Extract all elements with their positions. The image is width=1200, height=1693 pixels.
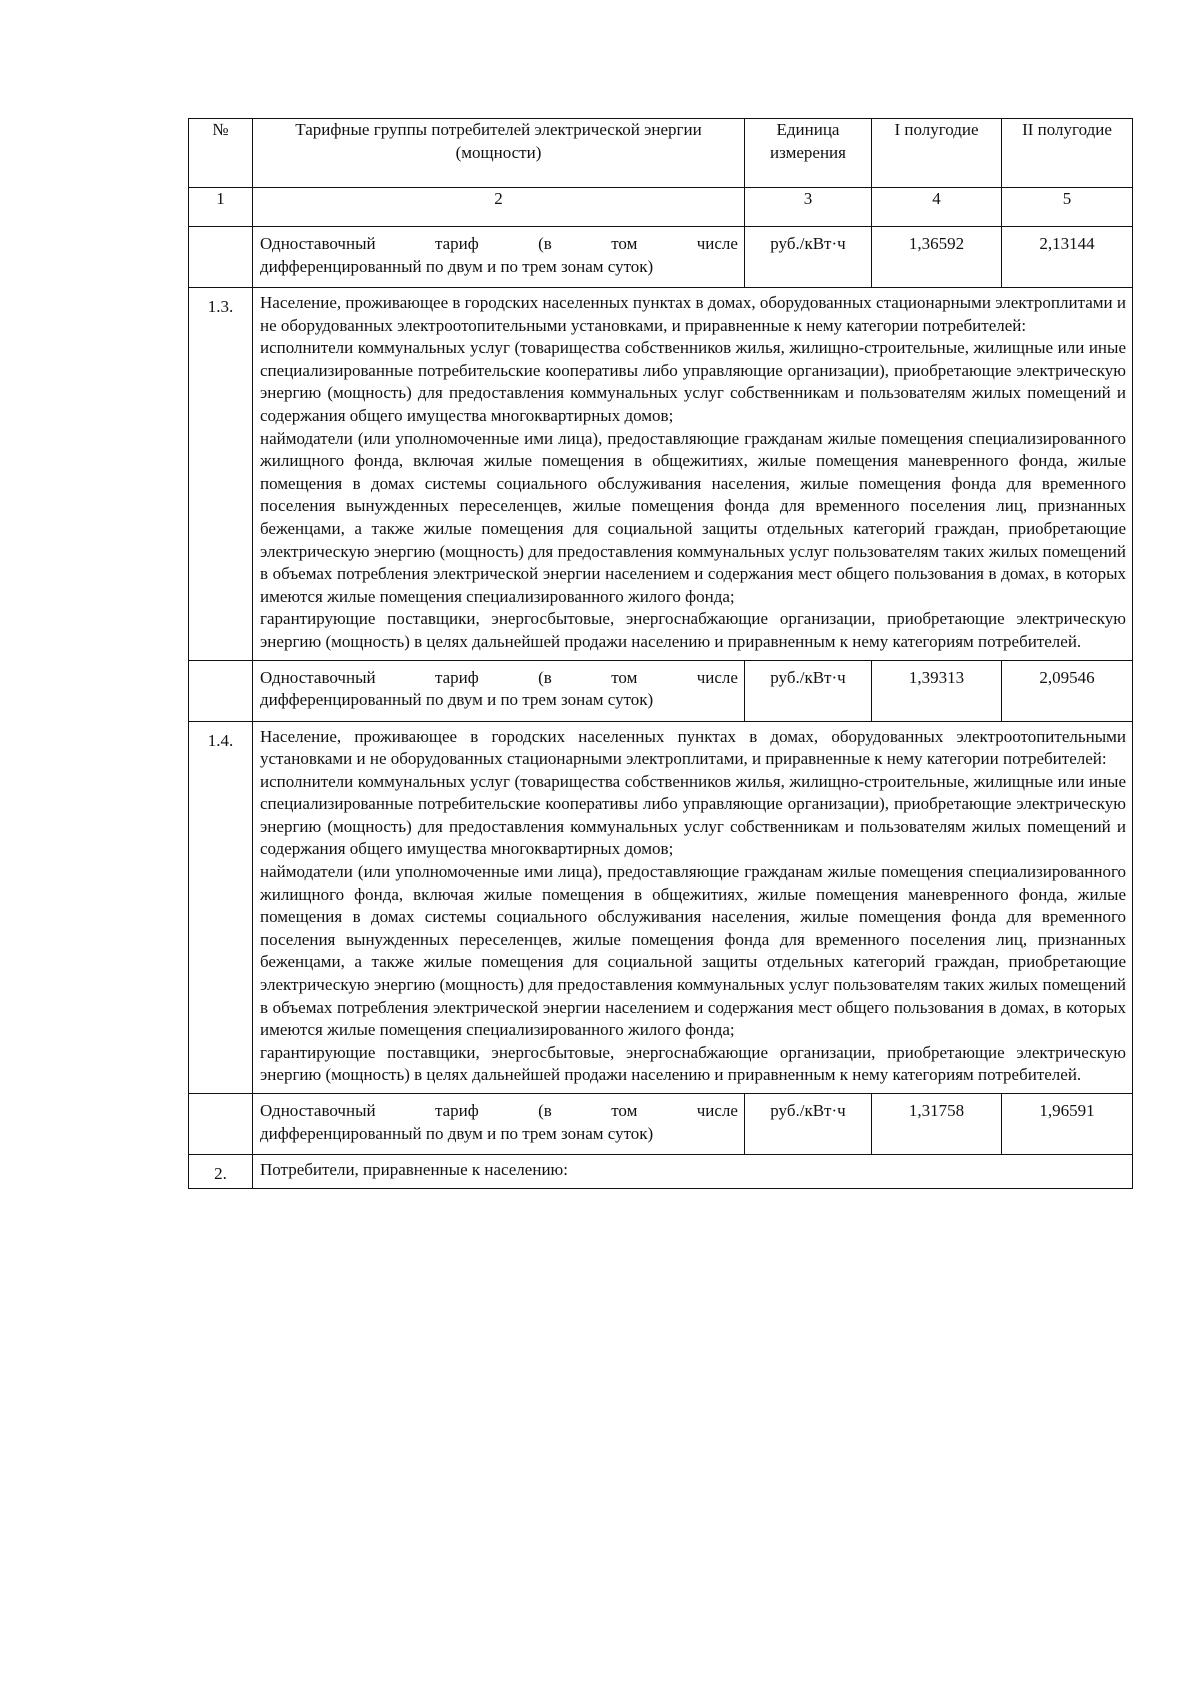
row-number bbox=[189, 660, 253, 721]
column-index: 5 bbox=[1002, 188, 1133, 227]
column-index: 3 bbox=[745, 188, 872, 227]
group-paragraph: наймодатели (или уполномоченные ими лица), предоставляющие гражданам жилые помещения специализированного жилищного фонда, включая жилые помещения в общежитиях, жилые помещения маневренного фонда, жилые помещения в домах системы социального обслуживания населения, жилые помещения фонда для временного поселения вынужденных переселенцев, жилые помещения фонда для временного поселения лиц, признанных беженцами, а также жилые помещения для социальной защиты отдельных категорий граждан, приобретающие электрическую энергию (мощность) для предоставления коммунальных услуг пользователям таких жилых помещений в объемах потребления электрической энергии населением и содержания мест общего пользования в домах, в которых имеются жилые помещения специализированного жилого фонда; bbox=[260, 428, 1126, 606]
tariff-description-word: тариф bbox=[434, 234, 479, 253]
unit-cell: руб./кВт·ч bbox=[745, 227, 872, 288]
header-number: № bbox=[189, 119, 253, 188]
group-paragraph: исполнители коммунальных услуг (товарищества собственников жилья, жилищно-строительные, жилищные или иные специализированные потребительские кооперативы либо управляющие организации), приобретающие электрическую энергию (мощность) для предоставления коммунальных услуг собственникам и пользователям жилых помещений и содержания общего имущества многоквартирных домов; bbox=[260, 771, 1126, 859]
consumer-group-description bbox=[253, 721, 1133, 1094]
tariff-description-word: тариф bbox=[434, 667, 479, 687]
tariff-description bbox=[253, 660, 745, 721]
row-number: 2. bbox=[189, 1155, 253, 1189]
column-index: 4 bbox=[872, 188, 1002, 227]
group-paragraph: наймодатели (или уполномоченные ими лица), предоставляющие гражданам жилые помещения специализированного жилищного фонда, включая жилые помещения в общежитиях, жилые помещения маневренного фонда, жилые помещения в домах системы социального обслуживания населения, жилые помещения фонда для временного поселения вынужденных переселенцев, жилые помещения фонда для временного поселения лиц, признанных беженцами, а также жилые помещения для социальной защиты отдельных категорий граждан, приобретающие электрическую энергию (мощность) для предоставления коммунальных услуг пользователям таких жилых помещений в объемах потребления электрической энергии населением и содержания мест общего пользования в домах, в которых имеются жилые помещения специализированного жилого фонда; bbox=[260, 862, 1126, 1040]
tariff-description-word: числе bbox=[696, 1101, 738, 1120]
tariff-description-word: числе bbox=[696, 667, 738, 687]
group-paragraph: Население, проживающее в городских населенных пунктах в домах, оборудованных электроотопительными установками и не оборудованных стационарными электроплитами, и приравненные к нему категории потребителей: bbox=[260, 726, 1126, 769]
tariff-description-word: тариф bbox=[434, 1101, 479, 1120]
tariff-description-rest: дифференцированный по двум и по трем зонам суток) bbox=[260, 256, 654, 276]
first-half-value: 1,39313 bbox=[872, 660, 1002, 721]
tariff-description-word: (в bbox=[538, 234, 552, 253]
tariff-description-word: (в bbox=[538, 1101, 552, 1120]
tariff-description-rest: дифференцированный по двум и по трем зонам суток) bbox=[260, 1123, 654, 1143]
tariff-table bbox=[188, 118, 1133, 1189]
section-title: Потребители, приравненные к населению: bbox=[253, 1155, 1133, 1189]
tariff-rate-row bbox=[189, 227, 1133, 288]
group-paragraph: гарантирующие поставщики, энергосбытовые, энергоснабжающие организации, приобретающие электрическую энергию (мощность) в целях дальнейшей продажи населению и приравненным к нему категориям потребителей. bbox=[260, 1042, 1126, 1085]
tariff-description-word: том bbox=[611, 1101, 638, 1120]
unit-cell: руб./кВт·ч bbox=[745, 660, 872, 721]
tariff-description-word: числе bbox=[696, 234, 738, 253]
column-index: 2 bbox=[253, 188, 745, 227]
section-row bbox=[189, 1155, 1133, 1189]
tariff-rate-row bbox=[189, 1094, 1133, 1155]
tariff-description-rest: дифференцированный по двум и по трем зонам суток) bbox=[260, 690, 654, 710]
first-half-value: 1,36592 bbox=[872, 227, 1002, 288]
tariff-description-word: Одноставочный bbox=[260, 667, 376, 687]
second-half-value: 2,09546 bbox=[1002, 660, 1133, 721]
group-paragraph: гарантирующие поставщики, энергосбытовые, энергоснабжающие организации, приобретающие электрическую энергию (мощность) в целях дальнейшей продажи населению и приравненным к нему категориям потребителей. bbox=[260, 609, 1126, 651]
unit-cell: руб./кВт·ч bbox=[745, 1094, 872, 1155]
second-half-value: 2,13144 bbox=[1002, 227, 1133, 288]
tariff-rate-row bbox=[189, 660, 1133, 721]
row-number: 1.4. bbox=[189, 721, 253, 1094]
tariff-description-word: (в bbox=[538, 667, 552, 687]
consumer-group-row bbox=[189, 288, 1133, 661]
tariff-description bbox=[253, 227, 745, 288]
tariff-description-word: Одноставочный bbox=[260, 1101, 376, 1120]
consumer-group-description bbox=[253, 288, 1133, 661]
row-number bbox=[189, 1094, 253, 1155]
group-paragraph: исполнители коммунальных услуг (товарищества собственников жилья, жилищно-строительные, жилищные или иные специализированные потребительские кооперативы либо управляющие организации), приобретающие электрическую энергию (мощность) для предоставления коммунальных услуг собственникам и пользователям жилых помещений и содержания общего имущества многоквартирных домов; bbox=[260, 338, 1126, 425]
group-paragraph: Население, проживающее в городских населенных пунктах в домах, оборудованных стационарными электроплитами и не оборудованных электроотопительными установками, и приравненные к нему категории потребителей: bbox=[260, 293, 1126, 335]
row-number: 1.3. bbox=[189, 288, 253, 661]
table-body bbox=[189, 227, 1133, 1189]
tariff-description-word: том bbox=[611, 667, 638, 687]
header-tariff-group: Тарифные группы потребителей электрической энергии (мощности) bbox=[253, 119, 745, 188]
second-half-value: 1,96591 bbox=[1002, 1094, 1133, 1155]
column-index: 1 bbox=[189, 188, 253, 227]
first-half-value: 1,31758 bbox=[872, 1094, 1002, 1155]
row-number bbox=[189, 227, 253, 288]
header-first-half: I полугодие bbox=[872, 119, 1002, 188]
tariff-description-word: том bbox=[611, 234, 638, 253]
column-index-row bbox=[189, 188, 1133, 227]
table-header-row bbox=[189, 119, 1133, 188]
consumer-group-row bbox=[189, 721, 1133, 1094]
tariff-description bbox=[253, 1094, 745, 1155]
tariff-description-word: Одноставочный bbox=[260, 234, 376, 253]
header-unit: Единица измерения bbox=[745, 119, 872, 188]
header-second-half: II полугодие bbox=[1002, 119, 1133, 188]
